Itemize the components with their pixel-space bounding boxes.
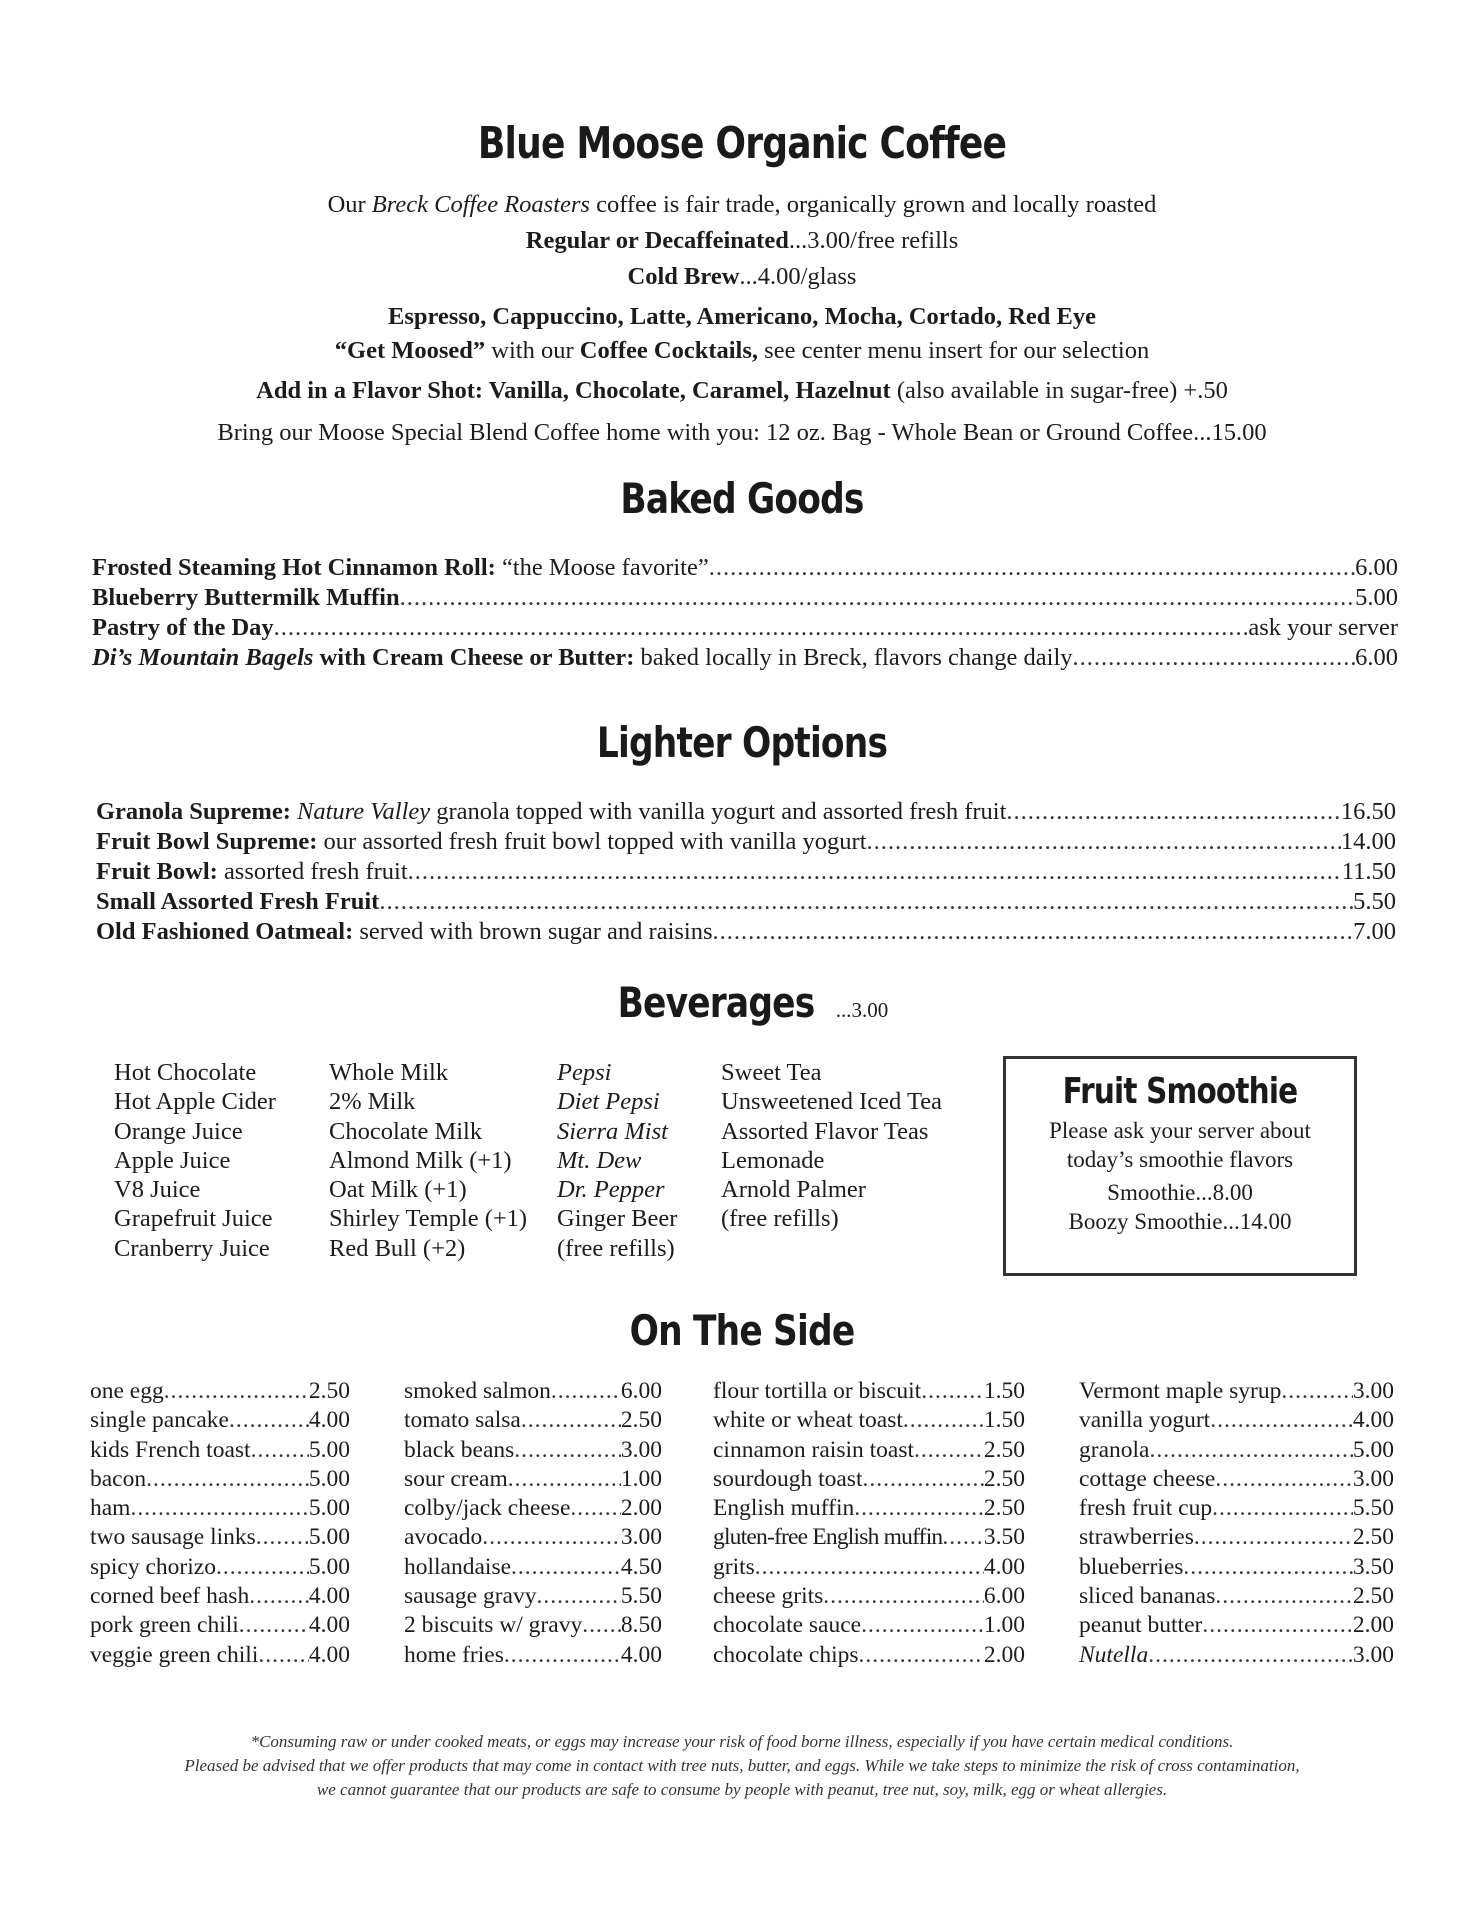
beverages-title: Beverages [617,978,815,1027]
beverages-col-juices [114,1058,276,1263]
lighter-item-oatmeal: Old Fashioned Oatmeal: served with brown sugar and raisins ..... 7.00 [96,918,1396,948]
side-item: black beans ..... 3.00 [404,1437,662,1466]
coffee-description [0,190,1484,219]
side-col-2 [404,1378,662,1671]
lighter-options-list [96,798,1396,948]
side-item: peanut butter ..... 2.00 [1079,1612,1394,1641]
baked-item-pastry: Pastry of the Day ..... ask your server [92,614,1398,644]
side-item: kids French toast ..... 5.00 [90,1437,350,1466]
side-item: English muffin ..... 2.50 [713,1495,1025,1524]
allergy-disclaimer [60,1730,1424,1802]
side-item: home fries ..... 4.00 [404,1642,662,1671]
side-item: chocolate chips ..... 2.00 [713,1642,1025,1671]
fruit-smoothie-box [1003,1056,1357,1276]
beverage-item: Chocolate Milk [329,1117,483,1145]
side-item: fresh fruit cup ..... 5.50 [1079,1495,1394,1524]
lighter-item-fruit-bowl: Fruit Bowl: assorted fresh fruit ..... 11.50 [96,858,1396,888]
beverage-item: Dr. Pepper [557,1176,665,1204]
beverage-item: V8 Juice [114,1176,201,1204]
regular-coffee: Regular or Decaffeinated...3.00/free refills [525,227,959,254]
lighter-item-small-fruit: Small Assorted Fresh Fruit ..... 5.50 [96,888,1396,918]
side-item: cottage cheese ..... 3.00 [1079,1466,1394,1495]
beverage-item: Grapefruit Juice [114,1205,273,1233]
side-item: one egg ..... 2.50 [90,1378,350,1407]
smoothie-line-2: today’s smoothie flavors [1066,1147,1294,1172]
beverage-item: Apple Juice [114,1146,231,1174]
beverage-item: Red Bull (+2) [329,1234,466,1262]
beverage-item: Almond Milk (+1) [329,1146,512,1174]
coffee-cocktails: “Get Moosed” with our Coffee Cocktails, see center menu insert for our selection [334,337,1150,364]
beverage-item: Assorted Flavor Teas [721,1117,929,1145]
on-the-side-heading [0,1306,1484,1355]
side-item: Vermont maple syrup ..... 3.00 [1079,1378,1394,1407]
side-item: cheese grits ..... 6.00 [713,1583,1025,1612]
side-item: grits ..... 4.00 [713,1554,1025,1583]
side-item: avocado ..... 3.00 [404,1524,662,1553]
lighter-options-heading [0,718,1484,767]
beverage-item: Sierra Mist [557,1117,668,1145]
side-item: granola ..... 5.00 [1079,1437,1394,1466]
side-col-1 [90,1378,350,1671]
side-item: corned beef hash ..... 4.00 [90,1583,350,1612]
beverages-col-milks [329,1058,527,1263]
baked-goods-heading [0,474,1484,523]
disclaimer-line-3: we cannot guarantee that our products are safe to consume by people with peanut, tree nut, soy, milk, egg or wheat allergies. [316,1780,1168,1799]
smoothie-line-1: Please ask your server about [1049,1118,1311,1143]
side-item: sour cream ..... 1.00 [404,1466,662,1495]
side-item: 2 biscuits w/ gravy ..... 8.50 [404,1612,662,1641]
beverage-item: Orange Juice [114,1117,243,1145]
side-col-4 [1079,1378,1394,1671]
disclaimer-line-1: *Consuming raw or under cooked meats, or eggs may increase your risk of food borne illness, especially if you have certain medical conditions. [250,1732,1234,1751]
side-item: colby/jack cheese ..... 2.00 [404,1495,662,1524]
boozy-smoothie-price: Boozy Smoothie...14.00 [1068,1209,1292,1234]
baked-item-muffin: Blueberry Buttermilk Muffin ..... 5.00 [92,584,1398,614]
beverage-item: Lemonade [721,1146,825,1174]
side-item: veggie green chili ..... 4.00 [90,1642,350,1671]
side-item: white or wheat toast ..... 1.50 [713,1407,1025,1436]
side-item: two sausage links ..... 5.00 [90,1524,350,1553]
beverage-item: Diet Pepsi [557,1088,660,1116]
beverages-col-teas [721,1058,942,1234]
beverage-item: Cranberry Juice [114,1234,270,1262]
beverage-item: Sweet Tea [721,1059,822,1086]
side-item: gluten-free English muffin ..... 3.50 [713,1524,1025,1553]
side-item: bacon ..... 5.00 [90,1466,350,1495]
beverage-item: (free refills) [721,1205,839,1233]
lighter-item-granola-supreme: Granola Supreme: Nature Valley granola topped with vanilla yogurt and assorted fresh fruit ..... 16.50 [96,798,1396,828]
beverage-item: (free refills) [557,1234,675,1262]
flavor-shot: Add in a Flavor Shot: Vanilla, Chocolate, Caramel, Hazelnut (also available in sugar-free) +.50 [256,377,1228,404]
fruit-smoothie-title: Fruit Smoothie [1062,1071,1298,1112]
espresso-list: Espresso, Cappuccino, Latte, Americano, Mocha, Cortado, Red Eye [388,303,1096,330]
beverage-item: Unsweetened Iced Tea [721,1088,942,1116]
side-item: vanilla yogurt ..... 4.00 [1079,1407,1394,1436]
beverage-item: Hot Chocolate [114,1059,257,1086]
cold-brew: Cold Brew...4.00/glass [627,263,857,290]
baked-goods-list [92,554,1398,674]
on-the-side-title: On The Side [629,1306,855,1355]
coffee-intro: Our Breck Coffee Roasters coffee is fair trade, organically grown and locally roasted [327,191,1157,218]
side-item: strawberries ..... 2.50 [1079,1524,1394,1553]
side-item: flour tortilla or biscuit ..... 1.50 [713,1378,1025,1407]
side-item: tomato salsa ..... 2.50 [404,1407,662,1436]
side-item: pork green chili ..... 4.00 [90,1612,350,1641]
side-item: sourdough toast ..... 2.50 [713,1466,1025,1495]
lighter-options-title: Lighter Options [596,718,888,767]
coffee-title: Blue Moose Organic Coffee [477,118,1007,169]
coffee-section [0,118,1484,169]
side-item: blueberries ..... 3.50 [1079,1554,1394,1583]
side-item: single pancake ..... 4.00 [90,1407,350,1436]
smoothie-price: Smoothie...8.00 [1107,1180,1253,1205]
coffee-bag: Bring our Moose Special Blend Coffee home with you: 12 oz. Bag - Whole Bean or Ground Coffee...15.00 [217,419,1267,446]
beverage-item: Hot Apple Cider [114,1088,276,1116]
beverages-col-sodas [557,1058,677,1263]
beverage-item: Arnold Palmer [721,1176,866,1204]
beverage-item: Ginger Beer [557,1205,678,1233]
disclaimer-line-2: Pleased be advised that we offer products that may come in contact with tree nuts, butter, and eggs. While we take steps to minimize the risk of cross contamination, [184,1756,1300,1775]
beverage-item: Mt. Dew [557,1146,642,1174]
baked-goods-title: Baked Goods [620,474,864,523]
side-item: ham ..... 5.00 [90,1495,350,1524]
beverage-item: 2% Milk [329,1088,416,1116]
beverage-item: Oat Milk (+1) [329,1176,467,1204]
baked-item-bagels: Di’s Mountain Bagels with Cream Cheese or Butter: baked locally in Breck, flavors change daily ..... 6.00 [92,644,1398,674]
beverages-heading [0,978,1484,1027]
side-item: hollandaise ..... 4.50 [404,1554,662,1583]
side-item: chocolate sauce ..... 1.00 [713,1612,1025,1641]
lighter-item-fruit-bowl-supreme: Fruit Bowl Supreme: our assorted fresh fruit bowl topped with vanilla yogurt ..... 14.00 [96,828,1396,858]
side-col-3 [713,1378,1025,1671]
side-item: sausage gravy ..... 5.50 [404,1583,662,1612]
beverage-item: Whole Milk [329,1059,449,1086]
side-item: cinnamon raisin toast ..... 2.50 [713,1437,1025,1466]
beverage-item: Pepsi [557,1059,612,1086]
beverages-price: ...3.00 [835,998,889,1022]
beverage-item: Shirley Temple (+1) [329,1205,528,1233]
side-item: smoked salmon ..... 6.00 [404,1378,662,1407]
side-item: sliced bananas ..... 2.50 [1079,1583,1394,1612]
side-item: spicy chorizo ..... 5.00 [90,1554,350,1583]
side-item: Nutella ..... 3.00 [1079,1642,1394,1671]
baked-item-cinnamon-roll: Frosted Steaming Hot Cinnamon Roll: “the Moose favorite” ..... 6.00 [92,554,1398,584]
